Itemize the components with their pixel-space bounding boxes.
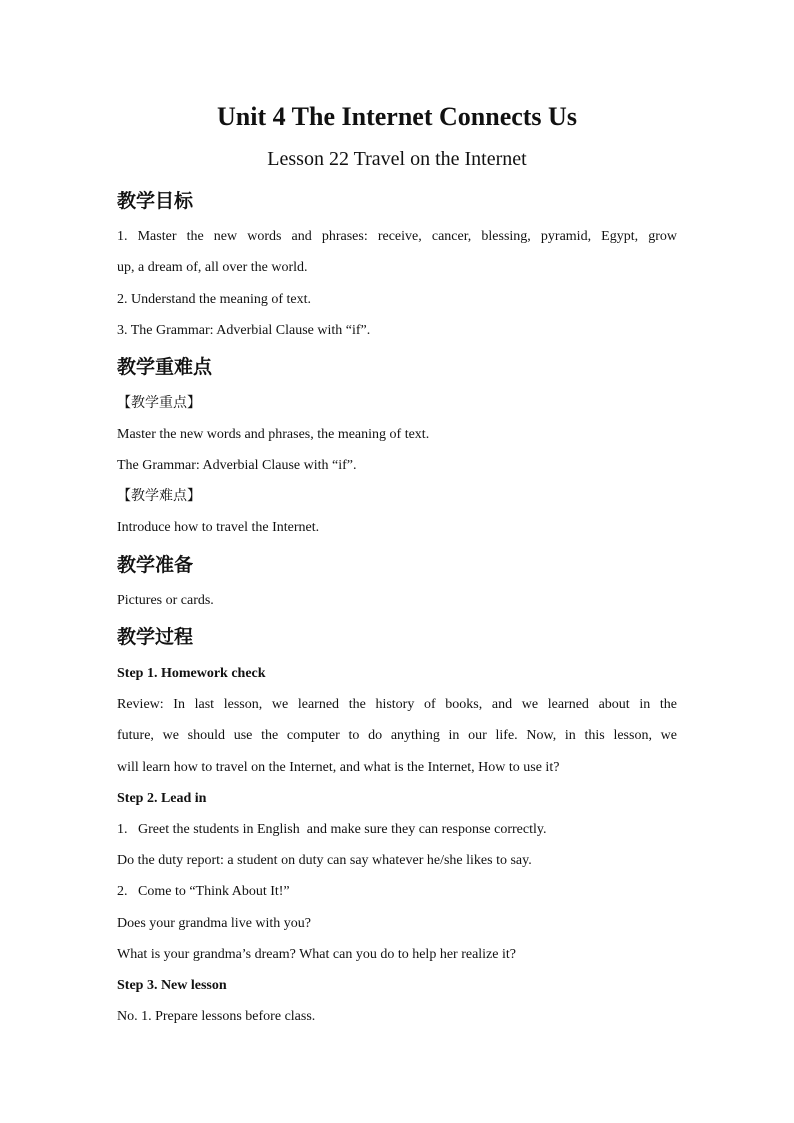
- step-2-line-4: Does your grandma live with you?: [117, 916, 312, 931]
- step-1-line-c: will learn how to travel on the Internet, and what is the Internet, How to use it?: [117, 760, 560, 775]
- focus-line-1: Master the new words and phrases, the meaning of text.: [117, 427, 430, 442]
- step-1-line-a: Review: In last lesson, we learned the history of books, and we learned about in the: [117, 697, 677, 712]
- preparation-line: Pictures or cards.: [117, 593, 214, 608]
- step-2-line-1: 1. Greet the students in English and make sure they can response correctly.: [117, 822, 547, 837]
- section-heading-key-points: 教学重难点: [117, 356, 213, 378]
- objective-line-1b: up, a dream of, all over the world.: [117, 260, 308, 275]
- focus-label: 【教学重点】: [117, 395, 201, 411]
- section-heading-preparation: 教学准备: [117, 554, 194, 576]
- lesson-subtitle: Lesson 22 Travel on the Internet: [267, 148, 527, 170]
- step-1-title: Step 1. Homework check: [117, 666, 266, 681]
- section-heading-process: 教学过程: [117, 626, 194, 648]
- step-1-line-b: future, we should use the computer to do anything in our life. Now, in this lesson, we: [117, 728, 677, 743]
- difficulty-label: 【教学难点】: [117, 488, 201, 504]
- objective-line-2: 2. Understand the meaning of text.: [117, 292, 312, 307]
- objective-line-1a: 1. Master the new words and phrases: receive, cancer, blessing, pyramid, Egypt, grow: [117, 229, 677, 244]
- focus-line-2: The Grammar: Adverbial Clause with “if”.: [117, 458, 357, 473]
- step-2-line-5: What is your grandma’s dream? What can you do to help her realize it?: [117, 947, 516, 962]
- step-2-line-2: Do the duty report: a student on duty can say whatever he/she likes to say.: [117, 853, 532, 868]
- document-title: Unit 4 The Internet Connects Us: [217, 102, 577, 131]
- step-2-title: Step 2. Lead in: [117, 791, 207, 806]
- section-heading-objectives: 教学目标: [117, 190, 194, 212]
- step-2-line-3: 2. Come to “Think About It!”: [117, 884, 290, 899]
- step-3-line-1: No. 1. Prepare lessons before class.: [117, 1009, 316, 1024]
- objective-line-3: 3. The Grammar: Adverbial Clause with “if”.: [117, 323, 371, 338]
- difficulty-line: Introduce how to travel the Internet.: [117, 520, 320, 535]
- step-3-title: Step 3. New lesson: [117, 978, 227, 993]
